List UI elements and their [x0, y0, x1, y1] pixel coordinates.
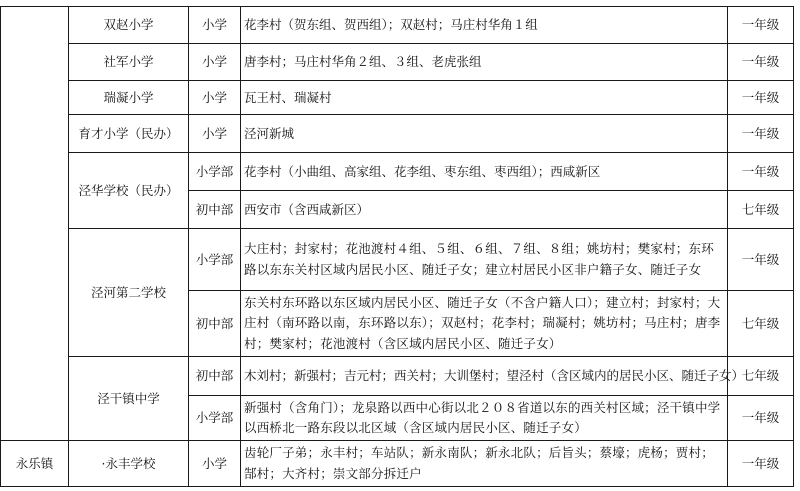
area-cell	[241, 191, 727, 228]
school-name: 泾干镇中学	[97, 390, 160, 406]
school-cell	[69, 115, 188, 152]
enrollment-area: 瓦王村、瑞凝村	[244, 89, 332, 105]
enrollment-area: 大庄村；封家村；花池渡村４组、５组、６组、７组、８组；姚坊村；樊家村；东环路以东东关村区域内居民小区、随迁子女；建立村居民小区非户籍子女、随迁子女	[244, 241, 714, 277]
enrollment-area: 花李村（贺东组、贺西组）；双赵村；马庄村华角１组	[244, 17, 538, 32]
school-name: 泾华学校（民办）	[78, 182, 179, 198]
enrollment-grade: 一年级	[741, 251, 780, 267]
level-cell	[189, 441, 240, 486]
level-cell	[189, 44, 240, 80]
area-cell	[241, 396, 727, 440]
enrollment-area: 花李村（小曲组、高家组、花李组、枣东组、枣西组）；西咸新区	[244, 163, 601, 179]
area-cell	[241, 441, 727, 486]
school-name: 泾河第二学校	[90, 284, 166, 300]
school-cell	[69, 7, 188, 43]
enrollment-grade: 一年级	[741, 54, 780, 69]
enrollment-grade: 七年级	[741, 315, 780, 331]
school-name: 瑞凝小学	[103, 89, 154, 105]
enrollment-area: 新强村（含角门）；龙泉路以西中心街以北２０８省道以东的西关村区域；泾干镇中学以西桥北一路东段以北区域（含区域内居民小区、随迁子女）	[244, 399, 721, 435]
school-name: 社军小学	[103, 54, 154, 69]
area-cell	[241, 7, 727, 43]
level-cell	[189, 191, 240, 228]
level-cell	[189, 7, 240, 43]
school-cell	[69, 357, 188, 440]
enrollment-grade: 七年级	[741, 368, 780, 383]
school-cell	[69, 153, 188, 228]
grade-cell	[728, 291, 793, 356]
school-level: 小学	[201, 455, 227, 471]
table-border-bottom	[0, 486, 794, 487]
level-cell	[189, 153, 240, 190]
table-border-left	[0, 6, 1, 487]
level-cell	[189, 396, 240, 440]
school-name: 育才小学（民办）	[78, 125, 179, 141]
enrollment-grade: 七年级	[741, 201, 780, 217]
school-cell	[69, 44, 188, 80]
school-level: 小学部	[195, 410, 234, 425]
school-level: 小学	[201, 17, 227, 32]
level-cell	[189, 357, 240, 395]
table-border-right	[793, 6, 794, 487]
level-cell	[189, 115, 240, 152]
level-cell	[189, 81, 240, 114]
grade-cell	[728, 115, 793, 152]
level-cell	[189, 291, 240, 356]
school-level: 小学	[201, 89, 227, 105]
school-level: 初中部	[195, 201, 234, 217]
enrollment-area: 东关村东环路以东区域内居民小区、随迁子女（不含户籍人口）；建立村；封家村；大庄村（南环路以南，东环路以东）；双赵村；花李村；瑞凝村；姚坊村；马庄村；唐李村；樊家村；花池渡村（含区域内居民小区、随迁子女）	[244, 294, 721, 351]
school-level: 小学部	[195, 251, 234, 267]
school-level: 小学部	[195, 163, 234, 179]
enrollment-grade: 一年级	[741, 125, 780, 141]
school-level: 小学	[201, 125, 227, 141]
grade-cell	[728, 7, 793, 43]
school-cell	[69, 229, 188, 356]
grade-cell	[728, 441, 793, 486]
level-cell	[189, 229, 240, 290]
area-cell	[241, 115, 727, 152]
school-level: 初中部	[195, 368, 234, 383]
enrollment-area: 唐李村；马庄村华角２组、３组、老虎张组	[244, 54, 482, 69]
enrollment-grade: 一年级	[741, 163, 780, 179]
grade-cell	[728, 357, 793, 395]
enrollment-area: 齿轮厂子弟；永丰村；车站队；新永南队；新永北队；后旨头；蔡壕；虎杨；贾村；郜村；大齐村；崇文部分拆迁户	[244, 445, 714, 481]
area-cell	[241, 81, 727, 114]
enrollment-grade: 一年级	[741, 89, 780, 105]
enrollment-grade: 一年级	[741, 455, 780, 471]
enrollment-grade: 一年级	[741, 410, 780, 425]
district-name: 永乐镇	[15, 455, 54, 471]
grade-cell	[728, 153, 793, 190]
school-level: 小学	[201, 54, 227, 69]
area-cell	[241, 44, 727, 80]
enrollment-grade: 一年级	[741, 17, 780, 32]
school-name: ·永丰学校	[101, 455, 156, 471]
area-cell	[241, 229, 727, 290]
enrollment-area: 泾河新城	[244, 125, 295, 141]
grade-cell	[728, 191, 793, 228]
school-name: 双赵小学	[103, 17, 154, 32]
enrollment-area: 西安市（含西咸新区）	[244, 201, 370, 217]
district-cell	[1, 441, 68, 486]
grade-cell	[728, 44, 793, 80]
grade-cell	[728, 81, 793, 114]
grade-cell	[728, 396, 793, 440]
area-cell	[241, 291, 727, 356]
school-cell	[69, 441, 188, 486]
school-level: 初中部	[195, 315, 234, 331]
enrollment-area: 木刘村；新强村；吉元村；西关村；大训堡村；望泾村（含区域内的居民小区、随迁子女）	[244, 368, 745, 383]
grade-cell	[728, 229, 793, 290]
school-cell	[69, 81, 188, 114]
area-cell	[241, 153, 727, 190]
area-cell	[241, 357, 745, 395]
